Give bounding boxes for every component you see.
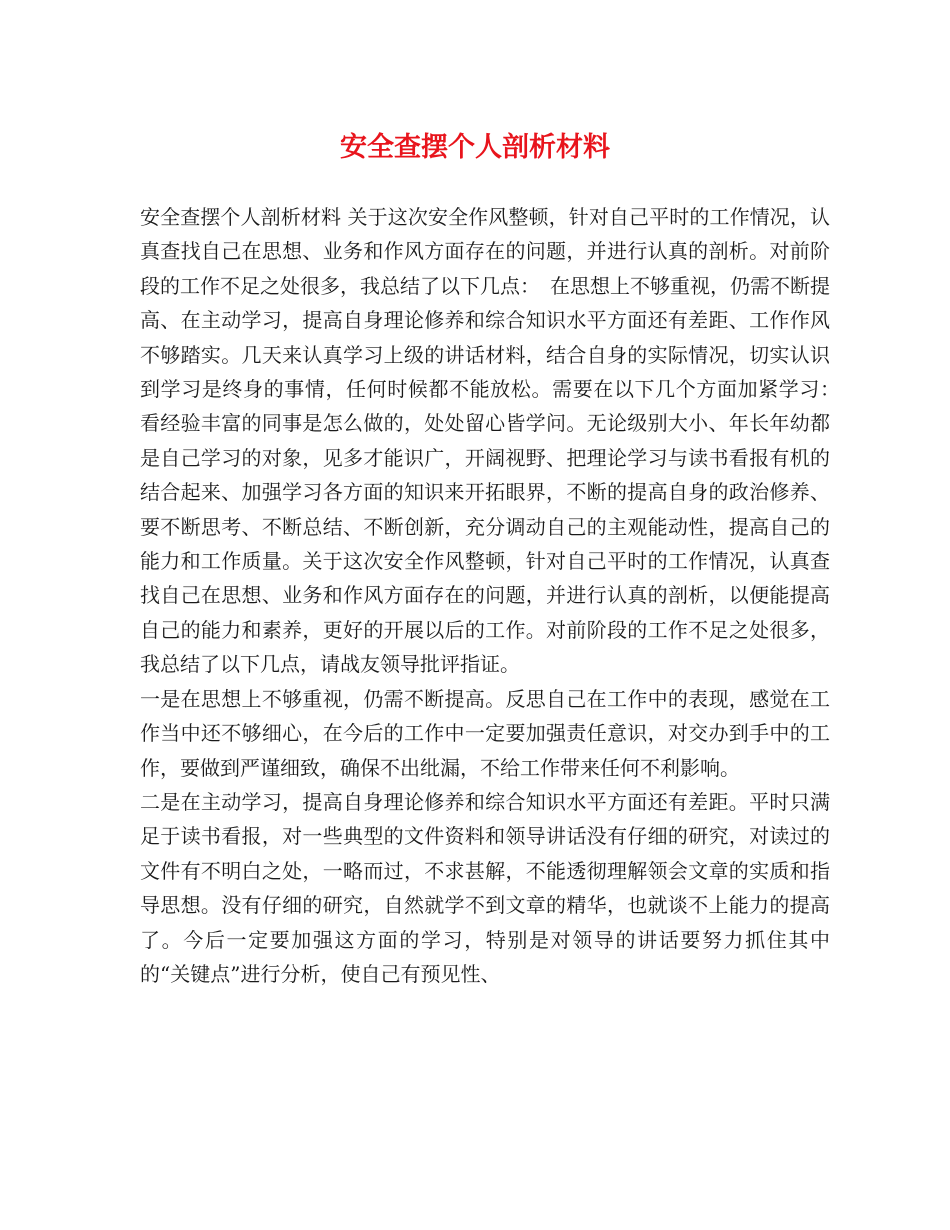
paragraph: 二是在主动学习，提高自身理论修养和综合知识水平方面还有差距。平时只满足于读书看报，对一些典型的文件资料和领导讲话没有仔细的研究，对读过的文件有不明白之处，一略而过，不求甚解，不能透彻理解领会文章的实质和指导思想。没有仔细的研究，自然就学不到文章的精华，也就谈不上能力的提高了。今后一定要加强这方面的学习，特别是对领导的讲话要努力抓住其中的“关键点”进行分析，使自己有预见性、 — [140, 789, 830, 986]
document-title: 安全查摆个人剖析材料 — [340, 132, 610, 163]
document-body — [140, 200, 850, 991]
paragraph: 安全查摆个人剖析材料 关于这次安全作风整顿，针对自己平时的工作情况，认真查找自己在思想、业务和作风方面存在的问题，并进行认真的剖析。对前阶段的工作不足之处很多，我总结了以下几点： 在思想上不够重视，仍需不断提高、在主动学习，提高自身理论修养和综合知识水平方面还有差距、工作作风不够踏实。几天来认真学习上级的讲话材料，结合自身的实际情况，切实认识到学习是终身的事情，任何时候都不能放松。需要在以下几个方面加紧学习： 看经验丰富的同事是怎么做的，处处留心皆学问。无论级别大小、年长年幼都是自己学习的对象，见多才能识广，开阔视野、把理论学习与读书看报有机的结合起来、加强学习各方面的知识来开拓眼界，不断的提高自身的政治修养、要不断思考、不断总结、不断创新，充分调动自己的主观能动性，提高自己的能力和工作质量。关于这次安全作风整顿，针对自己平时的工作情况，认真查找自己在思想、业务和作风方面存在的问题，并进行认真的剖析，以便能提高自己的能力和素养，更好的开展以后的工作。对前阶段的工作不足之处很多，我总结了以下几点，请战友领导批评指证。 — [140, 205, 850, 677]
paragraph: 一是在思想上不够重视，仍需不断提高。反思自己在工作中的表现，感觉在工作当中还不够细心，在今后的工作中一定要加强责任意识，对交办到手中的工作，要做到严谨细致，确保不出纰漏，不给工作带来任何不利影响。 — [140, 686, 830, 780]
